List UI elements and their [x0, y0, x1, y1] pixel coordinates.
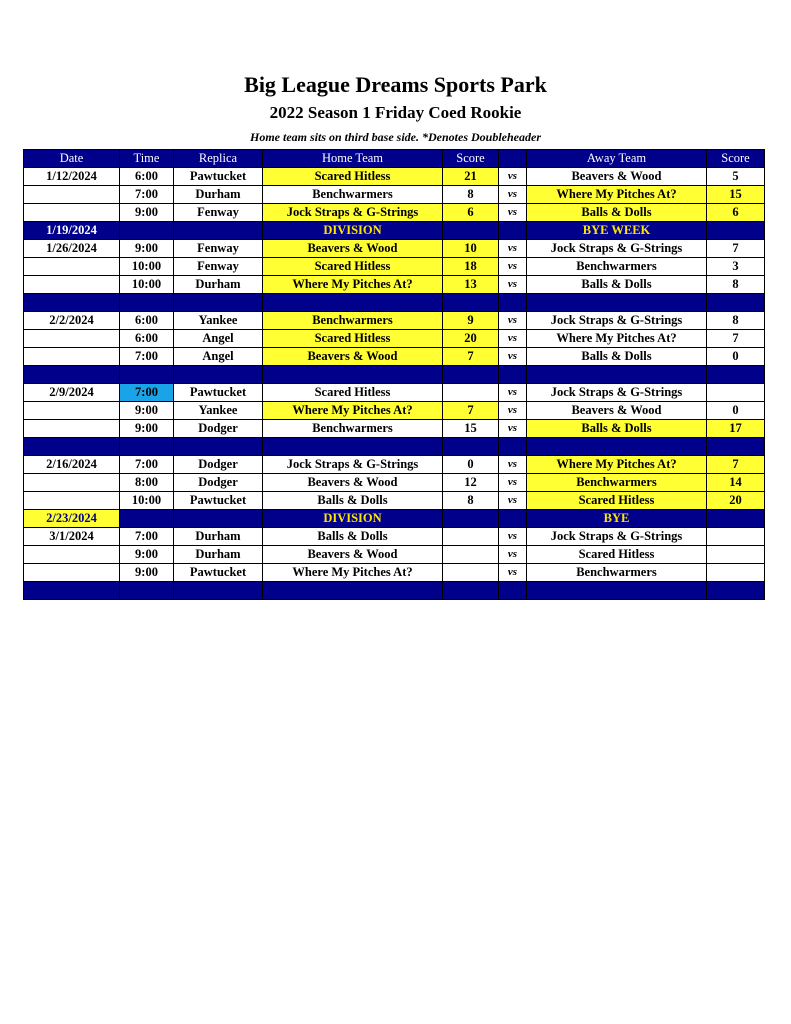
cell-away-score: 20 [707, 492, 765, 510]
cell-date [24, 492, 120, 510]
cell-away: Jock Straps & G-Strings [527, 312, 707, 330]
cell-vs: vs [499, 186, 527, 204]
cell-away: Scared Hitless [527, 546, 707, 564]
cell-away: Benchwarmers [527, 258, 707, 276]
cell-home-score: 12 [443, 474, 499, 492]
cell-away-score: 15 [707, 186, 765, 204]
cell-home-score: 0 [443, 456, 499, 474]
cell-date [24, 474, 120, 492]
cell-home-score: 7 [443, 348, 499, 366]
table-row [24, 348, 765, 366]
cell-away: Scared Hitless [527, 492, 707, 510]
cell-home-score [443, 564, 499, 582]
cell-time: 10:00 [120, 492, 174, 510]
cell-vs: vs [499, 546, 527, 564]
cell-home: Where My Pitches At? [263, 276, 443, 294]
cell-away-score [707, 546, 765, 564]
division-row [24, 510, 765, 528]
cell-time: 9:00 [120, 240, 174, 258]
cell-away-score [707, 564, 765, 582]
cell-date [24, 258, 120, 276]
cell-vs: vs [499, 330, 527, 348]
cell-away: Where My Pitches At? [527, 330, 707, 348]
cell-time: 6:00 [120, 168, 174, 186]
cell-home: Scared Hitless [263, 258, 443, 276]
cell-home-score: 8 [443, 492, 499, 510]
cell-time: 9:00 [120, 402, 174, 420]
col-vs [499, 150, 527, 168]
table-row [24, 330, 765, 348]
separator-row [24, 294, 765, 312]
cell-vs: vs [499, 348, 527, 366]
cell-vs: vs [499, 528, 527, 546]
bye-label: BYE [527, 510, 707, 528]
col-time: Time [120, 150, 174, 168]
cell-time: 9:00 [120, 204, 174, 222]
cell-replica: Angel [174, 348, 263, 366]
table-row [24, 276, 765, 294]
cell-away: Benchwarmers [527, 564, 707, 582]
cell-time: 8:00 [120, 474, 174, 492]
cell-home: Beavers & Wood [263, 348, 443, 366]
cell-home: Jock Straps & G-Strings [263, 456, 443, 474]
cell-home-score: 15 [443, 420, 499, 438]
cell-home: Balls & Dolls [263, 528, 443, 546]
cell-time: 10:00 [120, 276, 174, 294]
cell-time: 6:00 [120, 312, 174, 330]
cell-away-score: 17 [707, 420, 765, 438]
cell-away-score: 3 [707, 258, 765, 276]
cell-vs: vs [499, 168, 527, 186]
table-row [24, 186, 765, 204]
cell-home: Where My Pitches At? [263, 402, 443, 420]
cell-home: Scared Hitless [263, 330, 443, 348]
cell-home-score: 8 [443, 186, 499, 204]
cell-away: Balls & Dolls [527, 348, 707, 366]
cell-time: 6:00 [120, 330, 174, 348]
cell-vs: vs [499, 276, 527, 294]
cell-date: 2/16/2024 [24, 456, 120, 474]
cell-home: Benchwarmers [263, 186, 443, 204]
cell-home: Beavers & Wood [263, 240, 443, 258]
cell-time: 9:00 [120, 420, 174, 438]
cell-away: Jock Straps & G-Strings [527, 528, 707, 546]
cell-away: Jock Straps & G-Strings [527, 384, 707, 402]
cell-date: 1/19/2024 [24, 222, 120, 240]
cell-replica: Dodger [174, 420, 263, 438]
cell-vs: vs [499, 240, 527, 258]
cell-replica: Yankee [174, 402, 263, 420]
cell-home: Where My Pitches At? [263, 564, 443, 582]
table-row [24, 474, 765, 492]
cell-date [24, 402, 120, 420]
cell-replica: Durham [174, 186, 263, 204]
cell-replica: Pawtucket [174, 492, 263, 510]
cell-home: Balls & Dolls [263, 492, 443, 510]
cell-home-score: 18 [443, 258, 499, 276]
cell-away-score: 0 [707, 402, 765, 420]
table-row [24, 564, 765, 582]
division-label: DIVISION [263, 510, 443, 528]
table-row [24, 258, 765, 276]
cell-replica: Fenway [174, 240, 263, 258]
cell-vs: vs [499, 456, 527, 474]
cell-away-score: 8 [707, 276, 765, 294]
table-row [24, 204, 765, 222]
cell-replica: Durham [174, 546, 263, 564]
cell-date: 2/23/2024 [24, 510, 120, 528]
cell-date: 2/9/2024 [24, 384, 120, 402]
separator-row [24, 366, 765, 384]
cell-replica: Fenway [174, 204, 263, 222]
cell-date [24, 204, 120, 222]
cell-replica: Yankee [174, 312, 263, 330]
cell-home-score [443, 546, 499, 564]
col-home-team: Home Team [263, 150, 443, 168]
cell-vs: vs [499, 474, 527, 492]
cell-home: Jock Straps & G-Strings [263, 204, 443, 222]
table-row [24, 456, 765, 474]
cell-time: 7:00 [120, 456, 174, 474]
cell-home-score: 13 [443, 276, 499, 294]
cell-home-score: 9 [443, 312, 499, 330]
cell-away-score: 5 [707, 168, 765, 186]
table-row [24, 240, 765, 258]
cell-vs: vs [499, 384, 527, 402]
cell-away: Where My Pitches At? [527, 456, 707, 474]
table-row [24, 528, 765, 546]
cell-vs: vs [499, 420, 527, 438]
cell-away-score: 6 [707, 204, 765, 222]
cell-date: 3/1/2024 [24, 528, 120, 546]
cell-date [24, 348, 120, 366]
col-away-score: Score [707, 150, 765, 168]
cell-date [24, 186, 120, 204]
cell-time: 7:00 [120, 186, 174, 204]
cell-vs: vs [499, 402, 527, 420]
cell-vs: vs [499, 312, 527, 330]
cell-date: 1/26/2024 [24, 240, 120, 258]
col-away-team: Away Team [527, 150, 707, 168]
cell-replica: Fenway [174, 258, 263, 276]
cell-date [24, 330, 120, 348]
cell-replica: Pawtucket [174, 384, 263, 402]
cell-away-score: 8 [707, 312, 765, 330]
cell-date: 1/12/2024 [24, 168, 120, 186]
cell-replica: Durham [174, 528, 263, 546]
cell-home-score [443, 384, 499, 402]
page-subtitle: 2022 Season 1 Friday Coed Rookie [269, 103, 522, 122]
cell-away: Where My Pitches At? [527, 186, 707, 204]
cell-home-score: 21 [443, 168, 499, 186]
cell-home-score: 10 [443, 240, 499, 258]
schedule-table [23, 149, 765, 600]
cell-time: 9:00 [120, 564, 174, 582]
cell-home-score: 20 [443, 330, 499, 348]
cell-date [24, 546, 120, 564]
cell-away: Beavers & Wood [527, 168, 707, 186]
division-row [24, 222, 765, 240]
cell-away-score: 7 [707, 240, 765, 258]
cell-date: 2/2/2024 [24, 312, 120, 330]
cell-time: 7:00 [120, 348, 174, 366]
cell-home: Scared Hitless [263, 168, 443, 186]
cell-time: 10:00 [120, 258, 174, 276]
cell-away: Balls & Dolls [527, 420, 707, 438]
cell-away: Beavers & Wood [527, 402, 707, 420]
cell-date [24, 276, 120, 294]
table-row [24, 312, 765, 330]
cell-date [24, 420, 120, 438]
cell-away: Balls & Dolls [527, 204, 707, 222]
cell-replica: Pawtucket [174, 564, 263, 582]
separator-row [24, 582, 765, 600]
page-title: Big League Dreams Sports Park [244, 72, 547, 97]
home-team-note: Home team sits on third base side. *Denotes Doubleheader [250, 130, 541, 144]
cell-home: Beavers & Wood [263, 474, 443, 492]
col-date: Date [24, 150, 120, 168]
cell-away: Balls & Dolls [527, 276, 707, 294]
table-row [24, 492, 765, 510]
table-row [24, 384, 765, 402]
cell-home: Beavers & Wood [263, 546, 443, 564]
col-replica: Replica [174, 150, 263, 168]
cell-time: 9:00 [120, 546, 174, 564]
cell-away-score [707, 384, 765, 402]
table-row [24, 168, 765, 186]
cell-vs: vs [499, 258, 527, 276]
header-row [24, 150, 765, 168]
cell-home: Scared Hitless [263, 384, 443, 402]
cell-vs: vs [499, 564, 527, 582]
cell-away: Jock Straps & G-Strings [527, 240, 707, 258]
cell-away-score: 7 [707, 330, 765, 348]
cell-replica: Dodger [174, 456, 263, 474]
cell-away-score: 7 [707, 456, 765, 474]
division-label: DIVISION [263, 222, 443, 240]
table-row [24, 420, 765, 438]
cell-home: Benchwarmers [263, 312, 443, 330]
cell-vs: vs [499, 492, 527, 510]
cell-replica: Durham [174, 276, 263, 294]
cell-replica: Angel [174, 330, 263, 348]
cell-vs: vs [499, 204, 527, 222]
cell-home-score: 7 [443, 402, 499, 420]
table-row [24, 402, 765, 420]
bye-label: BYE WEEK [527, 222, 707, 240]
cell-time: 7:00 [120, 384, 174, 402]
cell-replica: Pawtucket [174, 168, 263, 186]
cell-home-score: 6 [443, 204, 499, 222]
cell-replica: Dodger [174, 474, 263, 492]
cell-date [24, 564, 120, 582]
cell-away: Benchwarmers [527, 474, 707, 492]
separator-row [24, 438, 765, 456]
cell-home-score [443, 528, 499, 546]
cell-time: 7:00 [120, 528, 174, 546]
cell-away-score: 14 [707, 474, 765, 492]
col-home-score: Score [443, 150, 499, 168]
table-row [24, 546, 765, 564]
cell-away-score: 0 [707, 348, 765, 366]
cell-away-score [707, 528, 765, 546]
cell-home: Benchwarmers [263, 420, 443, 438]
